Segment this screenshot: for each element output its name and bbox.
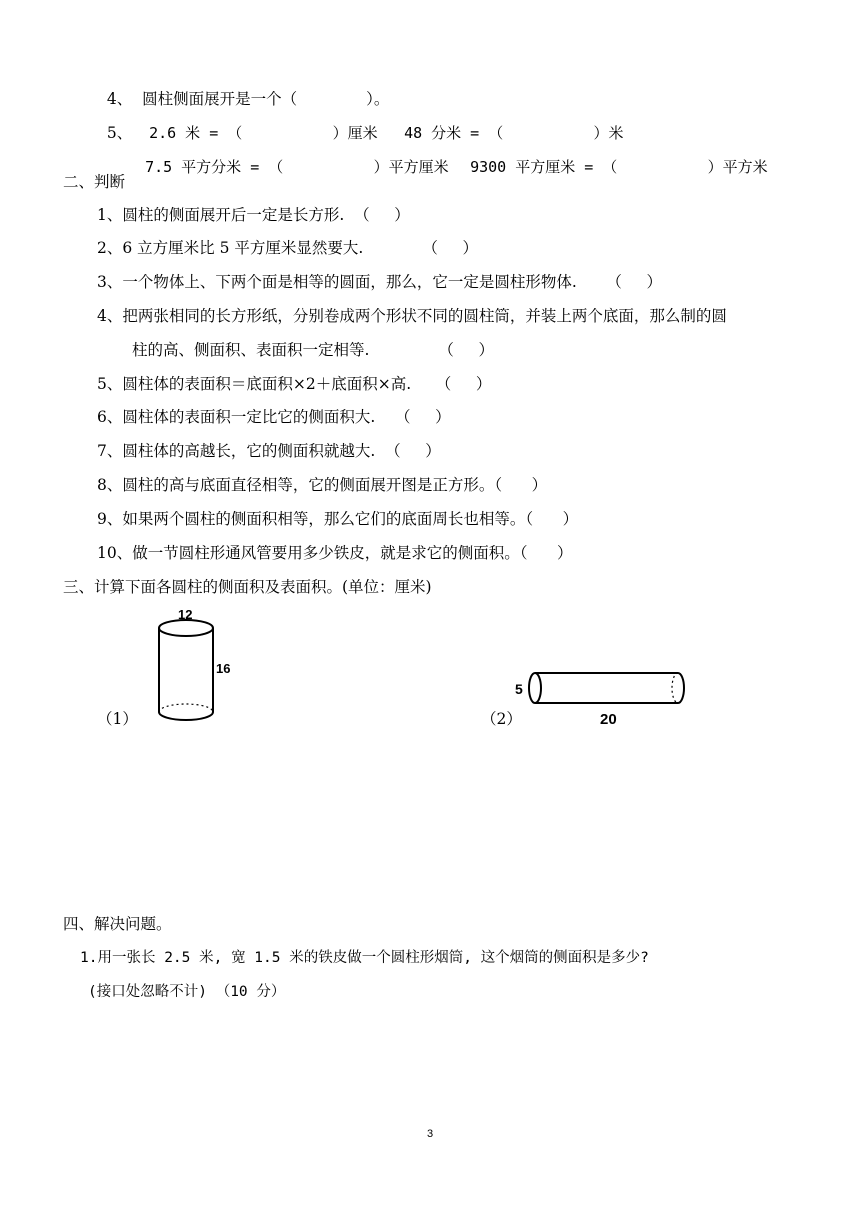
section-title-problems: 四、解决问题。: [63, 915, 172, 933]
fill-item-5b: 48 分米 = （ ）米: [404, 124, 624, 142]
section-title-calculation: 三、计算下面各圆柱的侧面积及表面积。(单位：厘米): [63, 578, 432, 596]
fill-item-5a: 2.6 米 = （ ）厘米: [149, 124, 378, 142]
judge-item-7: 7、圆柱体的高越长，它的侧面积就越大. （ ）: [97, 442, 441, 460]
diameter-label: 5: [515, 681, 523, 697]
judge-item-9: 9、如果两个圆柱的侧面积相等，那么它们的底面周长也相等。（ ）: [97, 510, 579, 528]
item-number: 4、: [106, 90, 133, 108]
judge-item-8: 8、圆柱的高与底面直径相等，它的侧面展开图是正方形。（ ）: [97, 476, 548, 494]
judge-item-5: 5、圆柱体的表面积＝底面积×2＋底面积×高. （ ）: [97, 375, 492, 393]
item-number: 5、: [106, 124, 133, 142]
diameter-label: 12: [178, 607, 193, 622]
page-number: 3: [426, 1128, 434, 1140]
figure-2-label: （2）: [481, 710, 522, 728]
problem-1-line-1: 1.用一张长 2.5 米, 宽 1.5 米的铁皮做一个圆柱形烟筒, 这个烟筒的侧面积是多少?: [80, 950, 649, 966]
item-text: 圆柱侧面展开是一个（ ）。: [142, 90, 390, 108]
height-label: 16: [216, 661, 231, 676]
section-title-judgement: 二、判断: [63, 173, 126, 191]
cylinder-horizontal-figure: [512, 666, 697, 732]
judge-item-10: 10、做一节圆柱形通风管要用多少铁皮，就是求它的侧面积。（ ）: [97, 544, 573, 562]
fill-item-5d: 9300 平方厘米 = （ ）平方米: [470, 158, 768, 176]
judge-item-2: 2、6 立方厘米比 5 平方厘米显然要大. （ ）: [97, 239, 479, 257]
judge-item-3: 3、一个物体上、下两个面是相等的圆面，那么，它一定是圆柱形物体. （ ）: [97, 273, 662, 291]
judge-item-4: 4、把两张相同的长方形纸，分别卷成两个形状不同的圆柱筒，并装上两个底面，那么制的圆: [97, 307, 727, 325]
length-label: 20: [600, 711, 617, 728]
fill-item-5c: 7.5 平方分米 = （ ）平方厘米: [145, 158, 449, 176]
problem-1-line-2: (接口处忽略不计) （10 分）: [88, 984, 286, 1000]
cylinder-upright-figure: [150, 602, 240, 730]
figure-1-label: （1）: [97, 710, 138, 728]
judge-item-4-cont: 柱的高、侧面积、表面积一定相等. （ ）: [132, 341, 495, 359]
judge-item-6: 6、圆柱体的表面积一定比它的侧面积大. （ ）: [97, 408, 451, 426]
judge-item-1: 1、圆柱的侧面展开后一定是长方形. （ ）: [97, 206, 410, 224]
